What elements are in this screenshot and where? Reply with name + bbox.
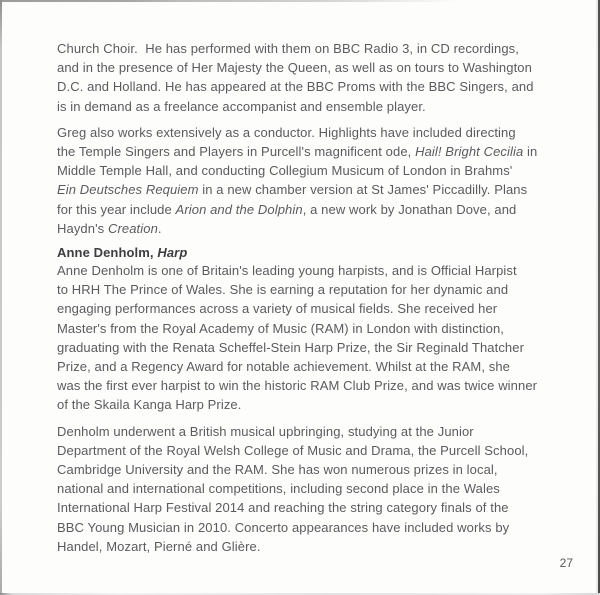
text-segment: was the first ever harpist to win the historic RAM Club Prize, and was twice winner	[57, 378, 538, 394]
text-line	[57, 498, 576, 517]
text-segment: is in demand as a freelance accompanist and ensemble player.	[57, 98, 426, 114]
text-segment: Handel, Mozart, Pierné and Glière.	[57, 538, 261, 554]
paragraph-greg-conductor	[57, 123, 576, 238]
paragraph-greg-performer	[57, 39, 576, 116]
scan-edge-left	[0, 0, 2, 595]
paragraph-denholm-upbringing	[57, 422, 576, 556]
text-segment: in a new chamber version at St James' Piccadilly. Plans	[198, 182, 528, 198]
text-segment: of the Skaila Kanga Harp Prize.	[57, 397, 242, 413]
text-segment: , a new work by Jonathan Dove, and	[302, 201, 517, 217]
text-line	[57, 460, 576, 479]
text-segment: Church Choir. He has performed with them on BBC Radio 3, in CD recordings,	[57, 41, 519, 56]
paragraph-denholm-bio	[57, 261, 576, 415]
text-segment: Creation	[107, 220, 158, 236]
text-segment: Cambridge University and the RAM. She has won numerous prizes in local,	[57, 462, 498, 478]
text-segment: Middle Temple Hall, and conducting Collegium Musicum of London in Brahms'	[57, 163, 513, 179]
text-segment: the Temple Singers and Players in Purcell's magnificent ode,	[57, 144, 416, 160]
text-line	[57, 319, 576, 338]
text-line	[57, 518, 576, 537]
text-line	[57, 537, 576, 556]
text-line	[57, 441, 576, 460]
text-line	[57, 245, 576, 261]
text-line	[57, 58, 576, 77]
text-line	[57, 39, 576, 58]
text-segment: D.C. and Holland. He has appeared at the BBC Proms with the BBC Singers, and	[57, 79, 534, 95]
text-line	[57, 479, 576, 498]
text-segment: Master's from the Royal Academy of Music (RAM) in London with distinction,	[57, 320, 504, 336]
text-line	[57, 142, 576, 161]
text-segment: for this year include	[57, 201, 176, 217]
text-segment: BBC Young Musician in 2010. Concerto appearances have included works by	[57, 519, 510, 535]
text-line	[57, 299, 576, 318]
text-line	[57, 97, 576, 116]
text-segment: national and international competitions, including second place in the Wales	[57, 481, 500, 497]
text-segment: engaging performances across a variety of musical fields. She received her	[57, 301, 498, 317]
text-line	[57, 422, 576, 441]
text-segment: Hail! Bright Cecilia	[415, 144, 524, 160]
text-line	[57, 180, 576, 199]
text-line	[57, 200, 576, 219]
text-segment: to HRH The Prince of Wales. She is earning a reputation for her dynamic and	[57, 282, 509, 298]
text-line	[57, 338, 576, 357]
text-line	[57, 376, 576, 395]
text-segment: Arion and the Dolphin	[175, 201, 303, 217]
text-segment: Ein Deutsches Requiem	[57, 182, 199, 198]
text-segment: in	[523, 144, 538, 160]
page-number: 27	[559, 556, 573, 570]
scan-edge-top	[0, 0, 458, 2]
text-segment: Anne Denholm is one of Britain's leading young harpists, and is Official Harpist	[57, 263, 517, 279]
text-line	[57, 395, 576, 414]
text-segment: International Harp Festival 2014 and reaching the string category finals of the	[57, 500, 509, 516]
text-line	[57, 280, 576, 299]
page-content	[57, 39, 576, 556]
section-heading-anne-denholm	[57, 245, 576, 261]
text-segment: Anne Denholm,	[57, 245, 158, 261]
text-segment: Harp	[157, 245, 188, 261]
text-segment: Department of the Royal Welsh College of Music and Drama, the Purcell School,	[57, 442, 529, 458]
text-line	[57, 261, 576, 280]
text-segment: Greg also works extensively as a conductor. Highlights have included directing	[57, 124, 516, 140]
text-segment: Denholm underwent a British musical upbringing, studying at the Junior	[57, 423, 474, 439]
text-line	[57, 161, 576, 180]
text-line	[57, 219, 576, 238]
text-segment: and in the presence of Her Majesty the Queen, as well as on tours to Washington	[57, 60, 532, 76]
text-line	[57, 77, 576, 96]
text-line	[57, 123, 576, 142]
text-segment: .	[157, 220, 162, 236]
text-line	[57, 357, 576, 376]
text-segment: Haydn's	[57, 220, 108, 236]
text-segment: graduating with the Renata Scheffel-Stein Harp Prize, the Sir Reginald Thatcher	[57, 339, 525, 355]
text-segment: Prize, and a Regency Award for notable achievement. Whilst at the RAM, she	[57, 359, 510, 375]
